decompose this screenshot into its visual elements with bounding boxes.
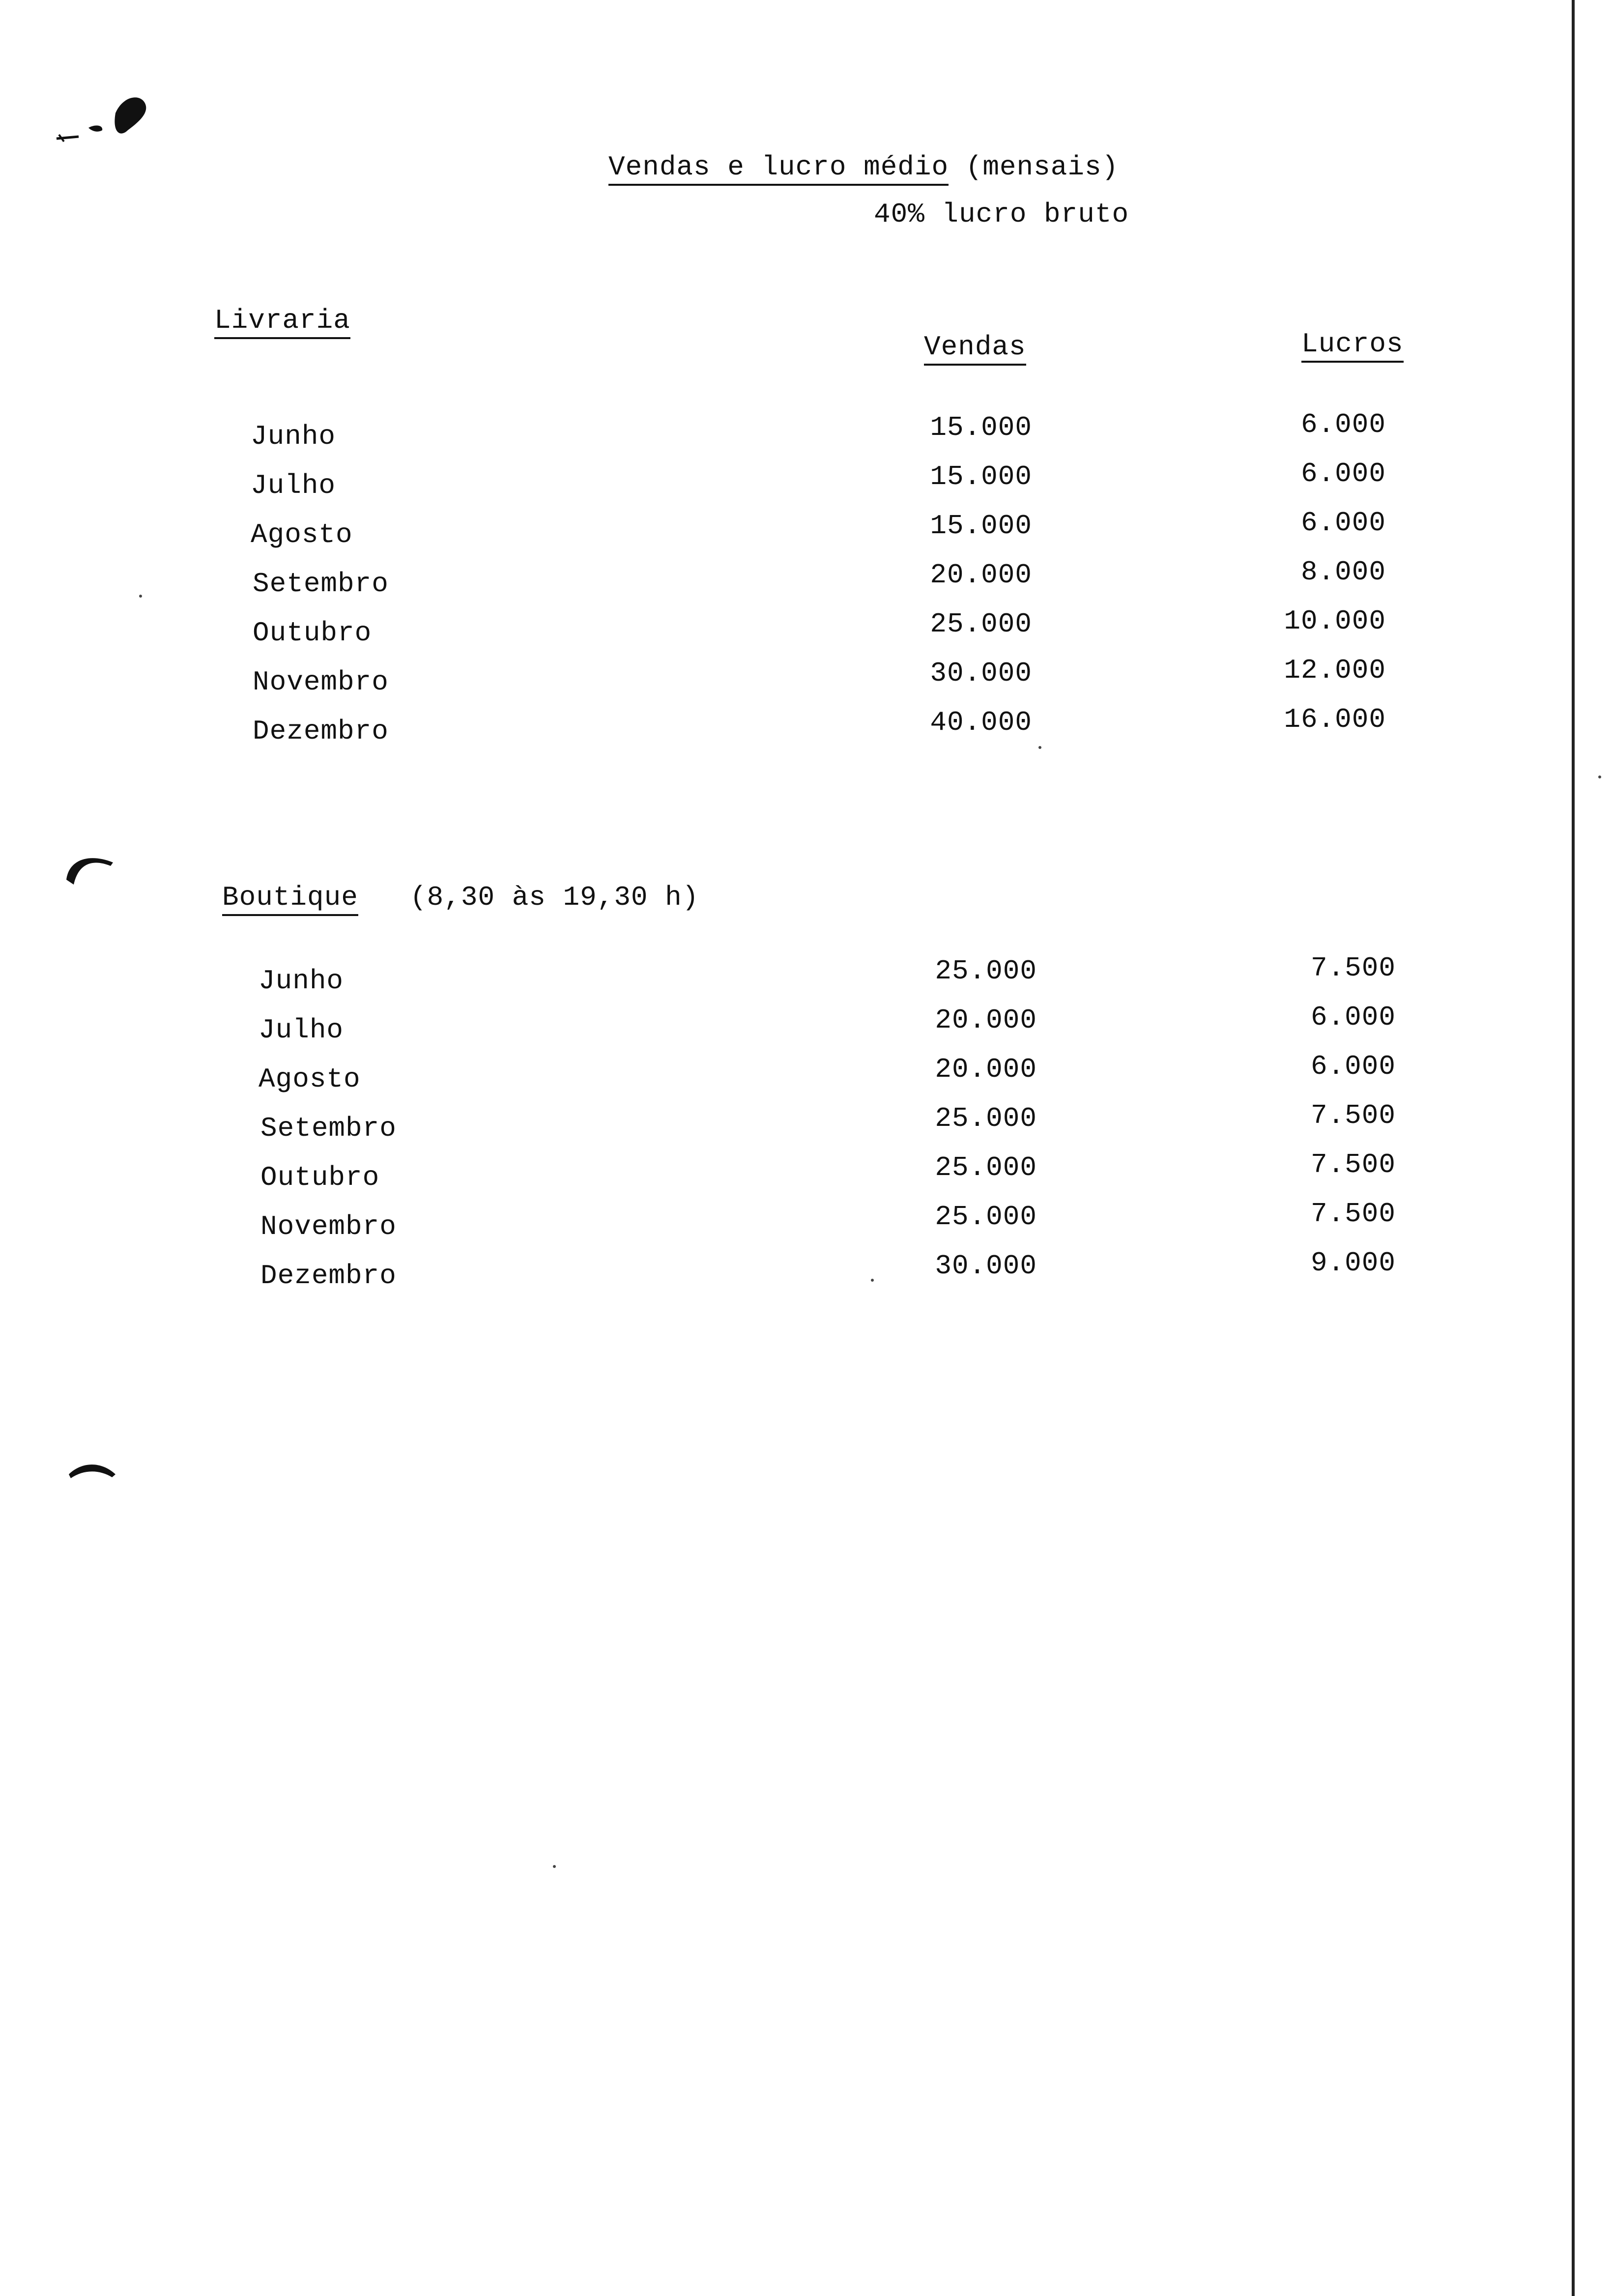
table-row-sales: 30.000 [930, 658, 1032, 689]
ink-speck [553, 1865, 556, 1868]
boutique-title-text: Boutique [222, 882, 358, 916]
table-row-profit: 6.000 [1310, 1051, 1396, 1082]
sales-header-text: Vendas [924, 331, 1026, 366]
table-row-sales: 25.000 [930, 608, 1032, 640]
table-row-sales: 25.000 [935, 1103, 1037, 1134]
table-row-month: Setembro [253, 568, 389, 600]
table-row-sales: 20.000 [935, 1054, 1037, 1085]
boutique-hours: (8,30 às 19,30 h) [410, 882, 699, 913]
table-row-profit: 7.500 [1310, 1149, 1396, 1180]
table-row-sales: 25.000 [935, 1152, 1037, 1183]
table-row-month: Julho [259, 1014, 344, 1046]
profit-column-header [1301, 328, 1404, 360]
table-row-month: Outubro [253, 617, 372, 649]
table-row-profit: 6.000 [1310, 1002, 1396, 1033]
table-row-sales: 20.000 [930, 559, 1032, 591]
ink-blot-mark [49, 84, 157, 152]
table-row-profit: 6.000 [1300, 458, 1386, 489]
livraria-title-text: Livraria [214, 305, 350, 339]
table-row-profit: 7.500 [1310, 1100, 1396, 1131]
table-row-profit: 6.000 [1300, 507, 1386, 539]
table-row-profit: 16.000 [1284, 704, 1386, 735]
table-row-month: Agosto [251, 519, 353, 550]
table-row-profit: 9.000 [1310, 1247, 1396, 1279]
table-row-sales: 15.000 [930, 461, 1032, 492]
ink-speck [1598, 775, 1601, 778]
table-row-month: Novembro [253, 666, 389, 698]
table-row-sales: 20.000 [935, 1004, 1037, 1036]
table-row-month: Agosto [259, 1063, 361, 1095]
ink-speck [139, 595, 142, 598]
page-title-suffix: (mensais) [965, 151, 1119, 183]
table-row-month: Outubro [260, 1162, 380, 1193]
table-row-profit: 7.500 [1310, 952, 1396, 984]
livraria-section-title [214, 305, 350, 336]
table-row-profit: 12.000 [1284, 655, 1386, 686]
table-row-month: Setembro [260, 1113, 397, 1144]
table-row-sales: 40.000 [930, 707, 1032, 738]
table-row-sales: 25.000 [935, 955, 1037, 987]
table-row-month: Julho [251, 470, 336, 501]
page-edge-rule [1572, 0, 1575, 2296]
page-subtitle: 40% lucro bruto [874, 199, 1129, 230]
table-row-sales: 15.000 [930, 510, 1032, 542]
table-row-month: Novembro [260, 1211, 397, 1242]
table-row-profit: 6.000 [1300, 409, 1386, 440]
table-row-profit: 7.500 [1310, 1198, 1396, 1230]
table-row-sales: 30.000 [935, 1250, 1037, 1282]
punch-hole-mark [64, 1455, 123, 1494]
page-title-main: Vendas e lucro médio [608, 151, 949, 186]
boutique-section-title [222, 882, 699, 913]
table-row-profit: 8.000 [1300, 556, 1386, 588]
table-row-month: Dezembro [253, 716, 389, 747]
sales-column-header [924, 331, 1026, 363]
page-title [608, 151, 1119, 183]
table-row-sales: 15.000 [930, 412, 1032, 443]
ink-speck [1038, 746, 1041, 749]
punch-hole-mark [59, 835, 118, 890]
table-row-profit: 10.000 [1284, 605, 1386, 637]
profit-header-text: Lucros [1301, 328, 1404, 363]
ink-speck [871, 1279, 874, 1282]
table-row-sales: 25.000 [935, 1201, 1037, 1233]
table-row-month: Junho [259, 965, 344, 997]
table-row-month: Dezembro [260, 1260, 397, 1292]
table-row-month: Junho [251, 421, 336, 452]
